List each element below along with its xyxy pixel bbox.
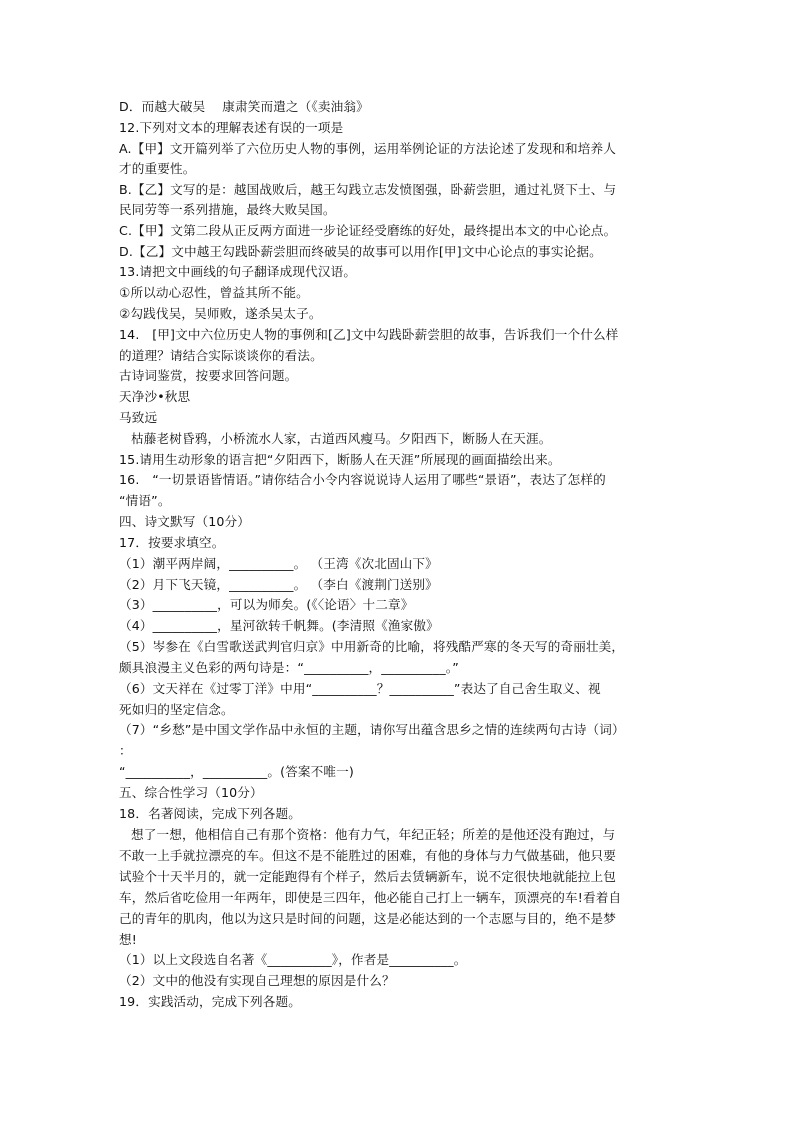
option-b: B.【乙】文写的是：越国战败后，越王勾践立志发愤图强，卧薪尝胆，通过礼贤下士、与 [119, 182, 617, 197]
poem-title: 天净沙•秋思 [119, 389, 191, 404]
question-15: 15.请用生动形象的语言把“夕阳西下，断肠人在天涯”所展现的画面描绘出来。 [119, 452, 561, 467]
fill-blank-line: （1）以上文段选自名著《__________》，作者是__________。 [119, 952, 467, 967]
option-c: C.【甲】文第二段从正反两方面进一步论证经受磨练的好处，最终提出本文的中心论点。 [119, 223, 617, 238]
question-18: 18．名著阅读，完成下列各题。 [119, 806, 301, 821]
text-line: 的道理？请结合实际谈谈你的看法。 [119, 348, 323, 363]
fill-blank-line: （3）__________，可以为师矣。(《〈论语〉十二章》 [119, 597, 414, 612]
fill-blank-line: （6）文天祥在《过零丁洋》中用“__________？__________”表达了自己舍生取义、视 [119, 681, 601, 696]
text-line: ： [119, 743, 132, 758]
fill-blank-line: （5）岑参在《白雪歌送武判官归京》中用新奇的比喻，将残酷严寒的冬天写的奇丽壮美， [119, 639, 625, 654]
section-heading: 五、综合性学习（10分） [119, 785, 263, 800]
fill-blank-line: （7）“乡愁”是中国文学作品中永恒的主题，请你写出蕴含思乡之情的连续两句古诗（词） [119, 722, 625, 737]
question-14: 14. [甲]文中六位历史人物的事例和[乙]文中勾践卧薪尝胆的故事，告诉我们一个什么样 [119, 327, 619, 342]
fill-blank-line: （1）潮平两岸阔，__________。 （王湾《次北固山下》 [119, 556, 438, 571]
question-19: 19．实践活动，完成下列各题。 [119, 994, 301, 1009]
text-line: 死如归的坚定信念。 [119, 702, 234, 717]
question-16: 16. “一切景语皆情语。”请你结合小令内容说说诗人运用了哪些“景语”，表达了怎样的 [119, 472, 606, 487]
fill-blank-line: “__________，__________。(答案不唯一) [119, 764, 354, 779]
question-12: 12.下列对文本的理解表述有误的一项是 [119, 120, 344, 135]
passage-line: 不敢一上手就拉漂亮的车。但这不是不能胜过的困难，有他的身体与力气做基础，他只要 [119, 848, 617, 863]
passage-line: 想了一想，他相信自己有那个资格：他有力气，年纪正轻；所差的是他还没有跑过，与 [131, 827, 616, 842]
text-line: “情语”。 [119, 493, 171, 508]
option-d: D.【乙】文中越王勾践卧薪尝胆而终破吴的故事可以用作[甲]文中心论点的事实论据。 [119, 244, 602, 259]
passage-line: 试验个十天半月的，就一定能跑得有个样子，然后去赁辆新车，说不定很快地就能拉上包 [119, 869, 617, 884]
poem-author: 马致远 [119, 410, 158, 425]
fill-blank-line: （4）__________，星河欲转千帆舞。(李清照《渔家傲》 [119, 618, 439, 633]
passage-line: 想! [119, 932, 137, 947]
question-17: 17．按要求填空。 [119, 535, 225, 550]
poem-text: 枯藤老树昏鸦，小桥流水人家，古道西风瘦马。夕阳西下，断肠人在天涯。 [131, 431, 552, 446]
question-13: 13.请把文中画线的句子翻译成现代汉语。 [119, 264, 357, 279]
section-heading: 古诗词鉴赏，按要求回答问题。 [119, 368, 298, 383]
text-line: ①所以动心忍性，曾益其所不能。 [119, 285, 309, 300]
text-line: D．而越大破吴 康肃笑而遣之（《卖油翁》 [119, 99, 369, 114]
text-line: （2）文中的他没有实现自己理想的原因是什么？ [119, 973, 395, 988]
option-a: A.【甲】文开篇列举了六位历史人物的事例，运用举例论证的方法论述了发现和和培养人 [119, 141, 616, 156]
fill-blank-line: （2）月下飞天镜，__________。 （李白《渡荆门送别》 [119, 577, 438, 592]
text-line: 才的重要性。 [119, 161, 196, 176]
passage-line: 车，然后省吃俭用一年两年，即使是三四年，他必能自己打上一辆车，顶漂亮的车!看着自 [119, 890, 622, 905]
section-heading: 四、诗文默写（10分） [119, 514, 251, 529]
text-line: ②勾践伐吴，吴师败，遂杀吴太子。 [119, 306, 322, 321]
text-line: 民同劳等一系列措施，最终大败吴国。 [119, 202, 336, 217]
fill-blank-line: 颇具浪漫主义色彩的两句诗是：“__________，__________。” [119, 660, 459, 675]
passage-line: 己的青年的肌肉，他以为这只是时间的问题，这是必能达到的一个志愿与目的，绝不是梦 [119, 911, 617, 926]
